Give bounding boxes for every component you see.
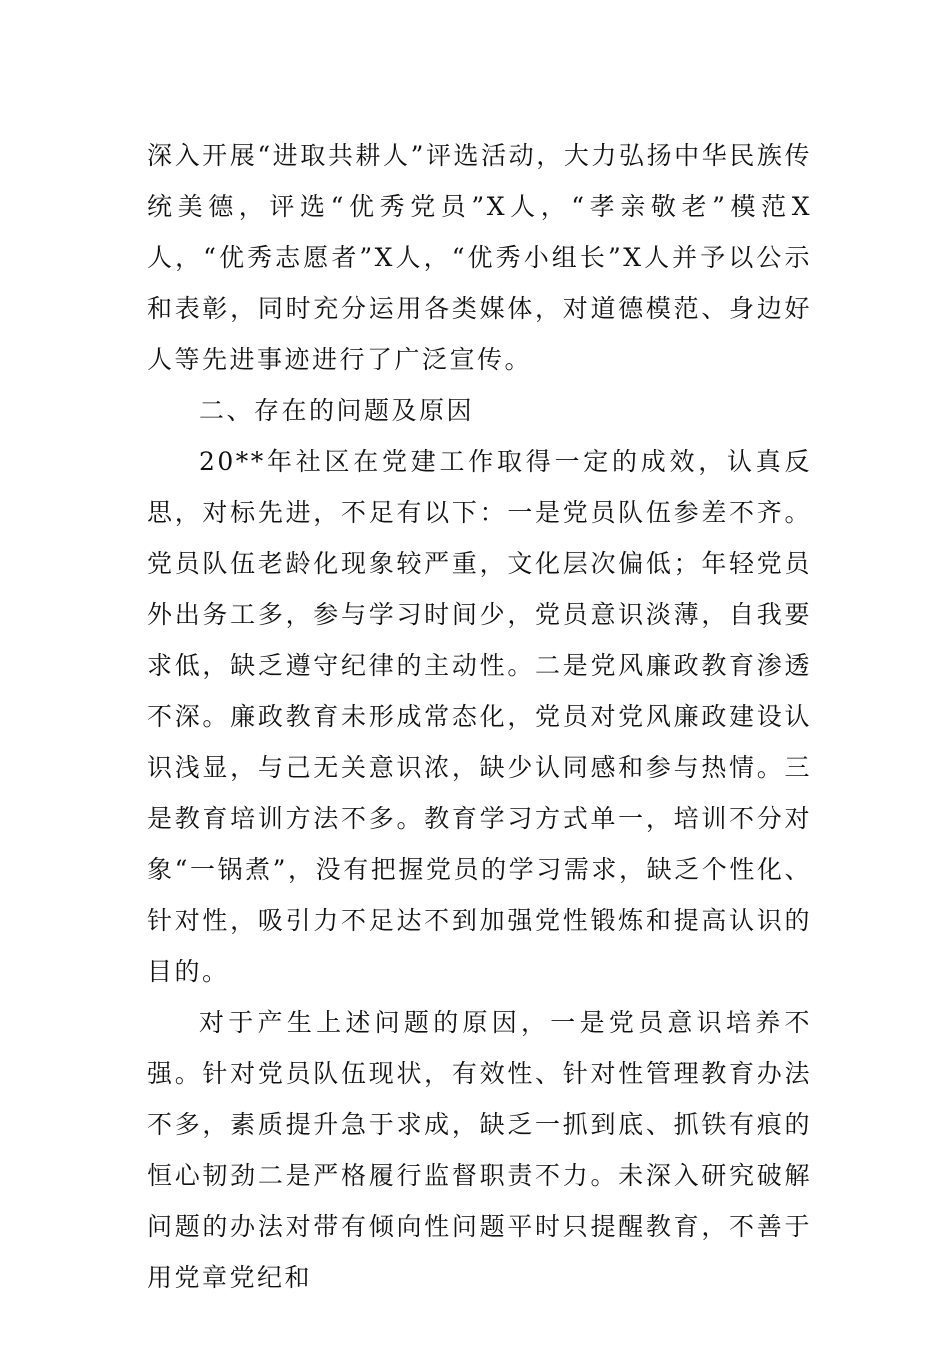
section-heading: 二、存在的问题及原因	[199, 396, 475, 425]
document-body	[147, 130, 812, 1303]
paragraph-problems: 20**年社区在党建工作取得一定的成效，认真反思，对标先进，不足有以下：一是党员队伍参差不齐。党员队伍老龄化现象较严重，文化层次偏低；年轻党员外出务工多，参与学习时间少，党员意识淡薄，自我要求低，缺乏遵守纪律的主动性。二是党风廉政教育渗透不深。廉政教育未形成常态化，党员对党风廉政建设认识浅显，与己无关意识浓，缺少认同感和参与热情。三是教育培训方法不多。教育学习方式单一，培训不分对象“一锅煮”，没有把握党员的学习需求，缺乏个性化、针对性，吸引力不足达不到加强党性锻炼和提高认识的目的。	[147, 447, 812, 986]
paragraph-continuation: 深入开展“进取共耕人”评选活动，大力弘扬中华民族传统美德，评选“优秀党员”X人，“孝亲敬老”模范X人，“优秀志愿者”X人，“优秀小组长”X人并予以公示和表彰，同时充分运用各类媒体，对道德模范、身边好人等先进事迹进行了广泛宣传。	[147, 141, 812, 374]
paragraph-causes: 对于产生上述问题的原因，一是党员意识培养不强。针对党员队伍现状，有效性、针对性管理教育办法不多，素质提升急于求成，缺乏一抓到底、抓铁有痕的恒心韧劲二是严格履行监督职责不力。未深入研究破解问题的办法对带有倾向性问题平时只提醒教育，不善于用党章党纪和	[147, 1008, 812, 1292]
